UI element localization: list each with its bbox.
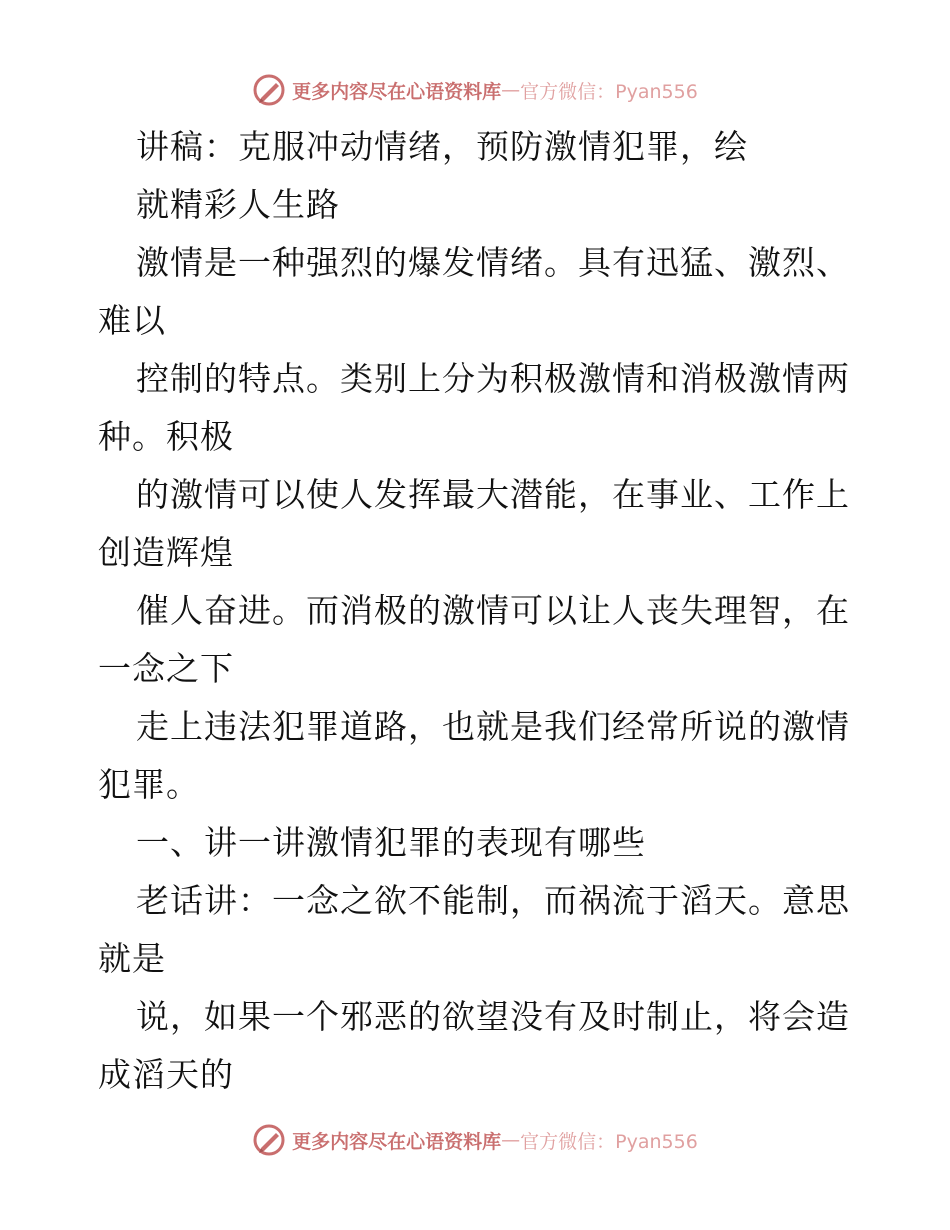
- text-line: 难以: [98, 301, 166, 340]
- header-watermark: [0, 70, 950, 110]
- text-line: 老话讲：一念之欲不能制，而祸流于滔天。意思: [136, 881, 850, 920]
- watermark-contact: 官方微信：Pyan556: [520, 1130, 698, 1153]
- text-line: 种。积极: [98, 417, 234, 456]
- document-body: [98, 118, 858, 1104]
- watermark-brand: 更多内容尽在心语资料库: [292, 80, 502, 103]
- text-line: 的激情可以使人发挥最大潜能，在事业、工作上: [136, 475, 850, 514]
- text-line: 犯罪。: [98, 765, 200, 804]
- watermark-brand: 更多内容尽在心语资料库: [292, 1130, 502, 1153]
- footer-watermark: [0, 1120, 950, 1160]
- text-line: 一念之下: [98, 649, 234, 688]
- text-line: 创造辉煌: [98, 533, 234, 572]
- text-line: 就是: [98, 939, 166, 978]
- pen-logo-icon: [252, 73, 286, 107]
- text-line: 激情是一种强烈的爆发情绪。具有迅猛、激烈、: [136, 243, 850, 282]
- watermark-contact: 官方微信：Pyan556: [520, 80, 698, 103]
- text-line: 就精彩人生路: [136, 185, 340, 224]
- pen-logo-icon: [252, 1123, 286, 1157]
- text-line: 讲稿：克服冲动情绪，预防激情犯罪，绘: [136, 127, 748, 166]
- text-line: 催人奋进。而消极的激情可以让人丧失理智，在: [136, 591, 850, 630]
- text-line: 控制的特点。类别上分为积极激情和消极激情两: [136, 359, 850, 398]
- text-line: 说，如果一个邪恶的欲望没有及时制止，将会造: [136, 997, 850, 1036]
- watermark-dash: —: [501, 1129, 521, 1151]
- text-line: 成滔天的: [98, 1055, 234, 1094]
- watermark-dash: —: [501, 79, 521, 101]
- section-heading: 一、讲一讲激情犯罪的表现有哪些: [136, 823, 646, 862]
- text-line: 走上违法犯罪道路，也就是我们经常所说的激情: [136, 707, 850, 746]
